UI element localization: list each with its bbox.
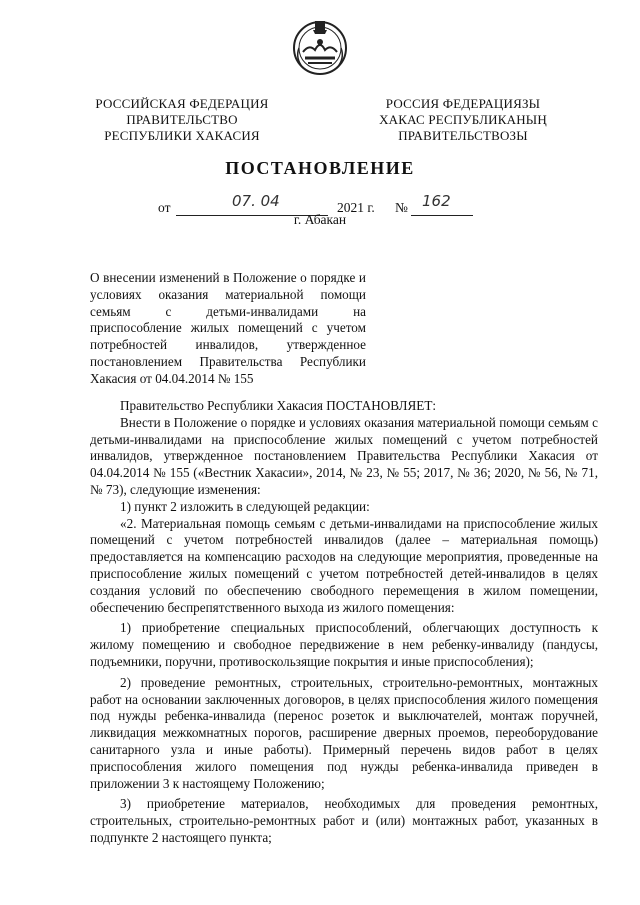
handwritten-date: 07. 04 bbox=[232, 192, 280, 210]
header-right-line-2: ХАКАС РЕСПУБЛИКАНЫҢ bbox=[379, 112, 547, 127]
coat-of-arms-emblem bbox=[291, 18, 349, 76]
handwritten-number: 162 bbox=[422, 192, 451, 210]
body-paragraph-1: Правительство Республики Хакасия ПОСТАНОВЛЯЕТ: bbox=[120, 398, 437, 413]
body-paragraph-7: 3) приобретение материалов, необходимых для проведения ремонтных, строительных, строительно-ремонтных работ и (или) монтажных работ, указанных в подпункте 2 настоящего пункта; bbox=[90, 796, 598, 845]
number-label: № bbox=[395, 200, 408, 215]
body-paragraph-2: Внести в Положение о порядке и условиях оказания материальной помощи семьям с детьми-инвалидами на приспособление жилых помещений с учетом потребностей инвалидов, утвержденное постановлением Правительства Республики Хакасия от 04.04.2014 № 155 («Вестник Хакасии», 2014, № 23, № 55; 2017, № 36; 2020, № 56, № 71, № 73), следующие изменения: bbox=[90, 414, 598, 497]
body-paragraph-4: «2. Материальная помощь семьям с детьми-инвалидами на приспособление жилых помещений с учетом потребностей инвалидов (далее – материальная помощь) предоставляется на компенсацию расходов на следующие мероприятия, проведенные на приспособление жилых помещений с учетом потребностей детей-инвалидов в целях создания условий по обеспечению свободного перемещения в жилом помещении, обеспечению беспрепятственного выхода из жилого помещения: bbox=[90, 515, 598, 615]
header-right-block bbox=[368, 96, 558, 144]
document-subject: О внесении изменений в Положение о порядке и условиях оказания материальной помощи семьям с детьми-инвалидами на приспособление жилых помещений с учетом потребностей инвалидов, утвержденное постановлением Правительства Республики Хакасия от 04.04.2014 № 155 bbox=[90, 270, 366, 386]
body-paragraph-5: 1) приобретение специальных приспособлений, облегчающих доступность к жилому помещению и свободное передвижение в нем ребенку-инвалиду (пандусы, подъемники, поручни, противоскользящие покрытия и иные приспособления); bbox=[90, 620, 598, 669]
header-left-block bbox=[82, 96, 282, 144]
year-label: 2021 г. bbox=[337, 200, 375, 215]
from-label: от bbox=[158, 200, 171, 215]
document-body bbox=[90, 398, 598, 847]
header-right-line-1: РОССИЯ ФЕДЕРАЦИЯЗЫ bbox=[385, 96, 541, 111]
document-title: ПОСТАНОВЛЕНИЕ bbox=[225, 158, 415, 178]
city: г. Абакан bbox=[293, 212, 347, 227]
header-left-line-1: РОССИЙСКАЯ ФЕДЕРАЦИЯ bbox=[95, 96, 269, 111]
body-paragraph-3: 1) пункт 2 изложить в следующей редакции: bbox=[120, 498, 370, 514]
header-right-line-3: ПРАВИТЕЛЬСТВОЗЫ bbox=[398, 128, 528, 143]
header-left-line-2: ПРАВИТЕЛЬСТВО bbox=[126, 112, 238, 127]
header-left-line-3: РЕСПУБЛИКИ ХАКАСИЯ bbox=[104, 128, 260, 143]
body-paragraph-6: 2) проведение ремонтных, строительных, строительно-ремонтных, монтажных работ на основании заключенных договоров, в целях приспособления жилого помещения под нужды ребенка-инвалида (перенос розеток и выключателей, монтаж поручней, ликвидация межкомнатных порогов, расширение дверных проемов, переоборудование санитарного узла и иные работы). Примерный перечень видов работ в целях приспособления жилого помещения под нужды ребенка-инвалида приведен в приложении 3 к настоящему Положению; bbox=[90, 674, 598, 791]
